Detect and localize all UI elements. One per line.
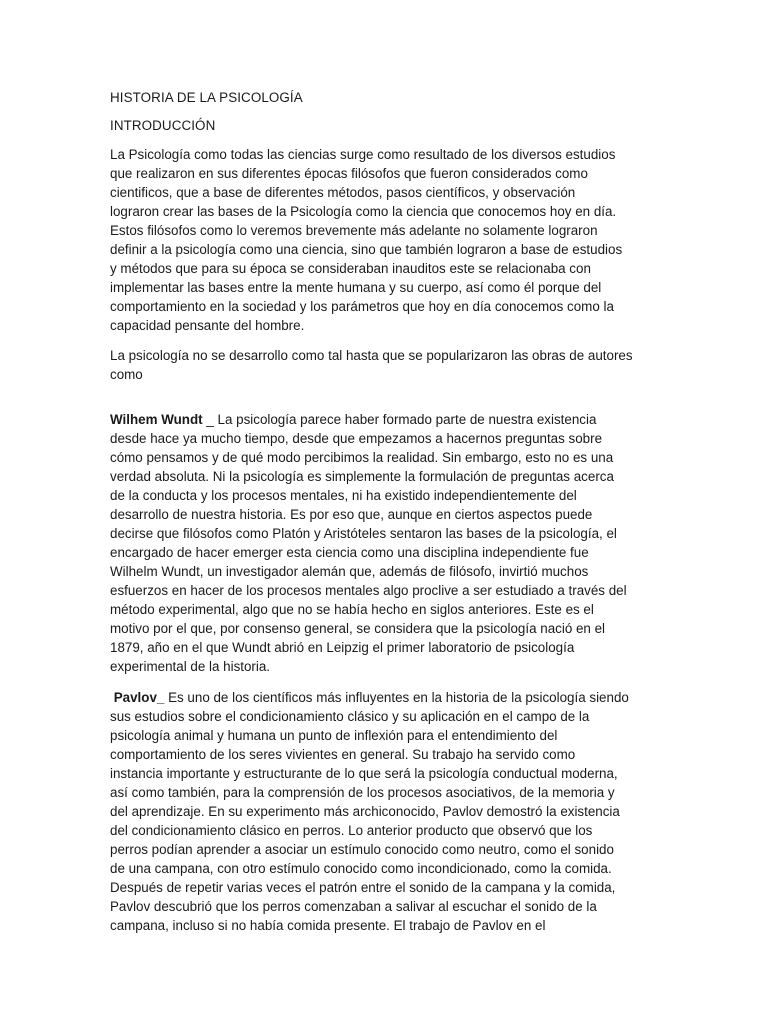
intro-line: cientificos, que a base de diferentes métodos, pasos científicos, y observación <box>110 185 576 200</box>
wundt-line: encargado de hacer emerger esta ciencia como una disciplina independiente fue <box>110 545 589 560</box>
pavlov-line: instancia importante y estructurante de lo que será la psicología conductual moderna, <box>110 766 618 781</box>
pavlov-line: psicología animal y humana un punto de inflexión para el entendimiento del <box>110 728 558 743</box>
pavlov-line: Después de repetir varias veces el patrón entre el sonido de la campana y la comida, <box>110 880 616 895</box>
intro-line: que realizaron en sus diferentes épocas filósofos que fueron considerados como <box>110 166 588 181</box>
pavlov-line: Pavlov descubrió que los perros comenzaban a salivar al escuchar el sonido de la <box>110 899 597 914</box>
wundt-line: cómo pensamos y de qué modo percibimos la realidad. Sin embargo, esto no es una <box>110 450 614 465</box>
wundt-line: 1879, año en el que Wundt abrió en Leipzig el primer laboratorio de psicología <box>110 640 575 655</box>
pavlov-line: del aprendizaje. En su experimento más archiconocido, Pavlov demostró la existencia <box>110 804 620 819</box>
pavlov-line: así como también, para la comprensión de los procesos asociativos, de la memoria y <box>110 785 615 800</box>
pavlov-first-line <box>110 688 629 707</box>
wundt-line: motivo por el que, por consenso general, se considera que la psicología nació en el <box>110 621 606 636</box>
wundt-line: decirse que filósofos como Platón y Aristóteles sentaron las bases de la psicología, el <box>110 526 617 541</box>
intro-line: implementar las bases entre la mente humana y su cuerpo, así como él porque del <box>110 280 602 295</box>
pavlov-line: del condicionamiento clásico en perros. Lo anterior producto que observó que los <box>110 823 593 838</box>
pavlov-name: Pavlov_ <box>113 690 165 705</box>
wundt-line: verdad absoluta. Ni la psicología es simplemente la formulación de preguntas acerca <box>110 469 614 484</box>
intro-line: capacidad pensante del hombre. <box>110 318 305 333</box>
pavlov-line: de una campana, con otro estímulo conocido como incondicionado, como la comida. <box>110 861 612 876</box>
transition-line: La psicología no se desarrollo como tal hasta que se popularizaron las obras de autores <box>110 348 633 363</box>
pavlov-line: sus estudios sobre el condicionamiento clásico y su aplicación en el campo de la <box>110 709 590 724</box>
wundt-line: Wilhelm Wundt, un investigador alemán que, además de filósofo, invirtió muchos <box>110 564 589 579</box>
wundt-name: Wilhem Wundt <box>110 412 203 427</box>
pavlov-line: comportamiento de los seres vivientes en general. Su trabajo ha servido como <box>110 747 576 762</box>
pavlov-line: perros podían aprender a asociar un estímulo conocido como neutro, como el sonido <box>110 842 614 857</box>
wundt-line: de la conducta y los procesos mentales, ni ha existido independientemente del <box>110 488 577 503</box>
intro-line: definir a la psicología como una ciencia, sino que también lograron a base de estudios <box>110 242 623 257</box>
intro-line: lograron crear las bases de la Psicología como la ciencia que conocemos hoy en día. <box>110 204 617 219</box>
wundt-line: experimental de la historia. <box>110 659 271 674</box>
transition-line: como <box>110 367 143 382</box>
wundt-line: desde hace ya mucho tiempo, desde que empezamos a hacernos preguntas sobre <box>110 431 603 446</box>
pavlov-line: campana, incluso si no había comida presente. El trabajo de Pavlov en el <box>110 918 546 933</box>
section-heading: INTRODUCCIÓN <box>110 118 216 133</box>
intro-line: La Psicología como todas las ciencias surge como resultado de los diversos estudios <box>110 147 616 162</box>
intro-line: comportamiento en la sociedad y los parámetros que hoy en día conocemos como la <box>110 299 614 314</box>
pavlov-first-text: Es uno de los científicos más influyentes en la historia de la psicología siendo <box>164 690 629 705</box>
intro-line: y métodos que para su época se consideraban inauditos este se relacionaba con <box>110 261 591 276</box>
wundt-line: método experimental, algo que no se había hecho en siglos anteriores. Este es el <box>110 602 594 617</box>
intro-line: Estos filósofos como lo veremos brevemente más adelante no solamente lograron <box>110 223 598 238</box>
wundt-first-text: _ La psicología parece haber formado parte de nuestra existencia <box>202 412 597 427</box>
wundt-line: esfuerzos en hacer de los procesos mentales algo proclive a ser estudiado a través del <box>110 583 627 598</box>
wundt-line: desarrollo de nuestra historia. Es por eso que, aunque en ciertos aspectos puede <box>110 507 593 522</box>
document-title: HISTORIA DE LA PSICOLOGÍA <box>110 90 303 105</box>
wundt-first-line <box>110 410 596 429</box>
